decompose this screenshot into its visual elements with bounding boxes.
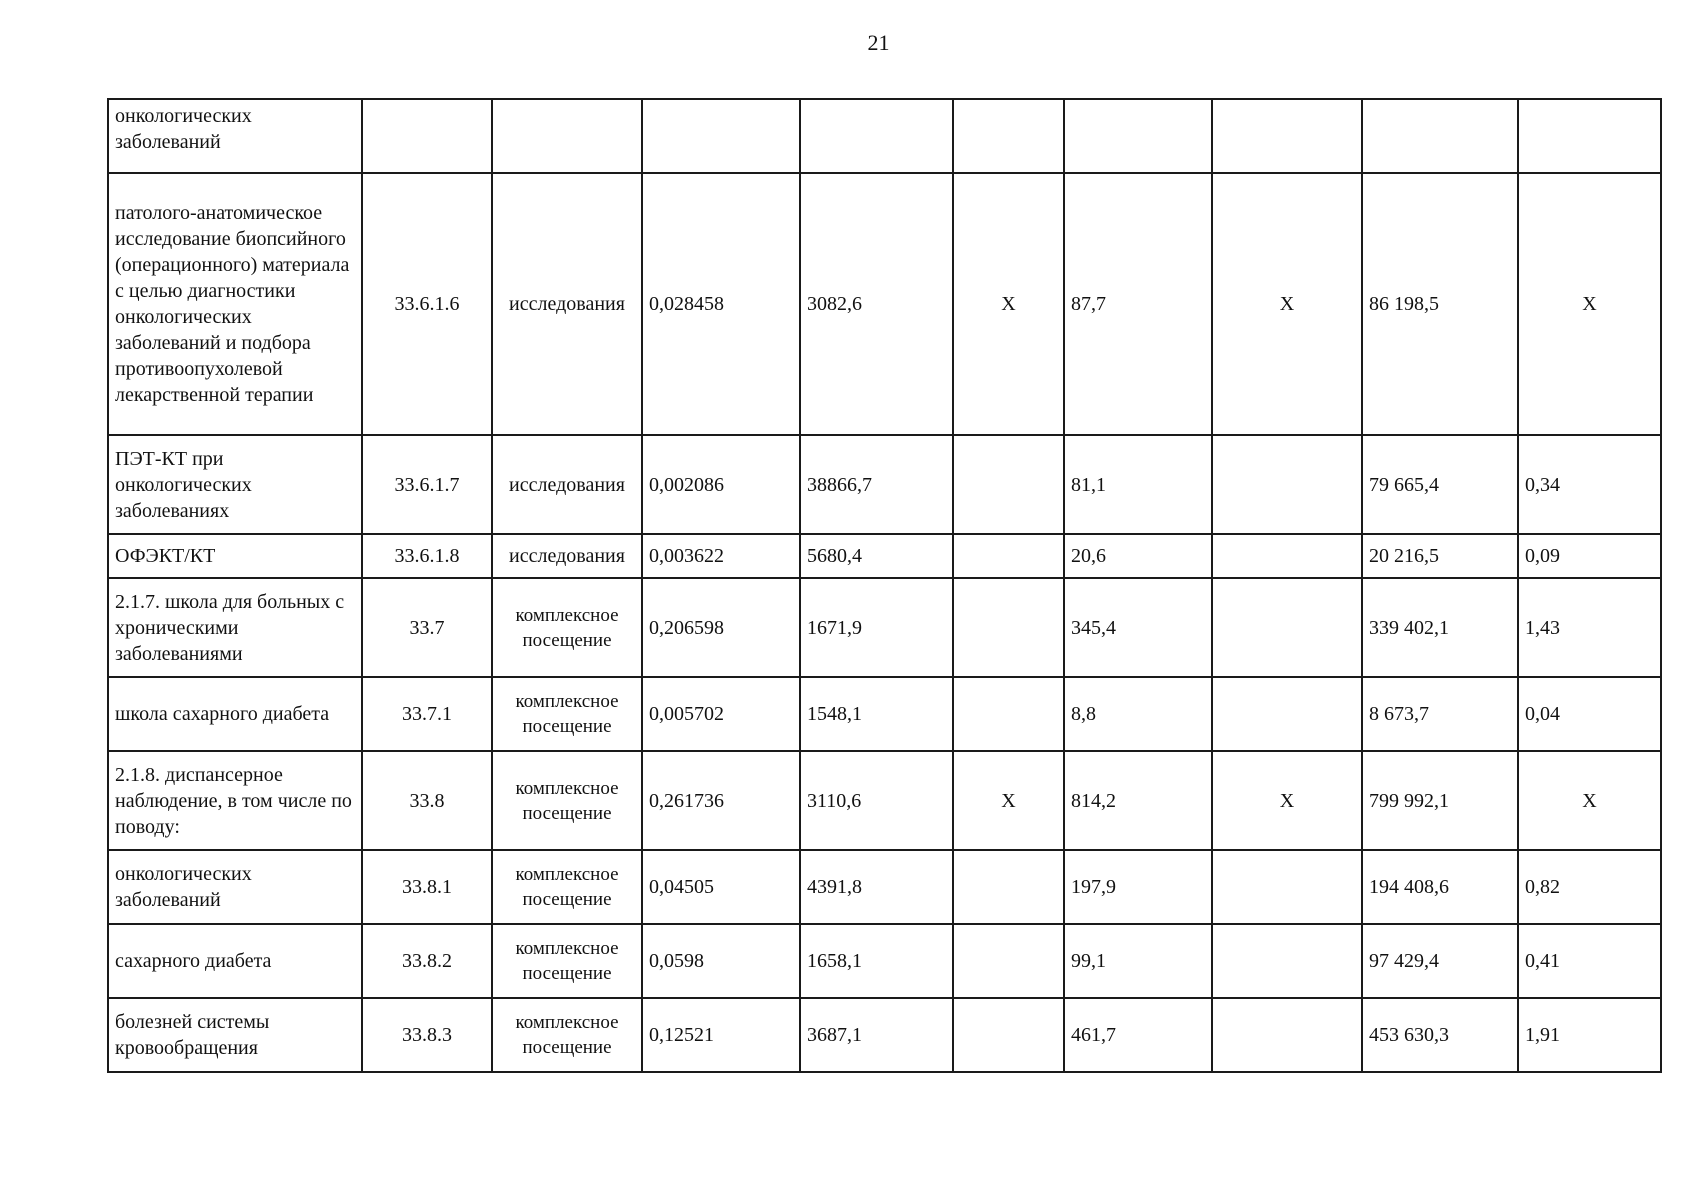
cell-c6: Х [953,173,1064,435]
cell-name: болезней системы кровообращения [108,998,362,1072]
cell-c7 [1064,99,1212,173]
cell-c5: 3110,6 [800,751,953,850]
cell-name: сахарного диабета [108,924,362,998]
table-row [108,850,1661,924]
cell-c4: 0,04505 [642,850,800,924]
cell-c4 [642,99,800,173]
cell-c4: 0,003622 [642,534,800,578]
cell-c10: Х [1518,173,1661,435]
table-row [108,173,1661,435]
cell-c8 [1212,924,1362,998]
cell-c5: 1658,1 [800,924,953,998]
cell-unit: комплексное посещение [492,677,642,751]
cell-code: 33.8.2 [362,924,492,998]
cell-c8 [1212,850,1362,924]
cell-code: 33.6.1.6 [362,173,492,435]
cell-c8 [1212,578,1362,677]
cell-code: 33.6.1.8 [362,534,492,578]
cell-c4: 0,206598 [642,578,800,677]
cell-c6 [953,850,1064,924]
cell-c7: 345,4 [1064,578,1212,677]
cell-unit [492,99,642,173]
cell-c8: Х [1212,751,1362,850]
cell-code: 33.8.1 [362,850,492,924]
table-row [108,998,1661,1072]
cell-c9: 453 630,3 [1362,998,1518,1072]
cell-name: онкологических заболеваний [108,850,362,924]
cell-code: 33.7 [362,578,492,677]
cell-c10: 0,04 [1518,677,1661,751]
cell-name: ПЭТ-КТ при онкологических заболеваниях [108,435,362,534]
cell-unit: исследования [492,534,642,578]
cell-c10: 0,09 [1518,534,1661,578]
cell-c4: 0,12521 [642,998,800,1072]
cell-c7: 814,2 [1064,751,1212,850]
cell-c10: Х [1518,751,1661,850]
table-row [108,435,1661,534]
cell-c7: 87,7 [1064,173,1212,435]
table-row [108,534,1661,578]
cell-c8 [1212,99,1362,173]
cell-name: 2.1.8. диспансерное наблюдение, в том числе по поводу: [108,751,362,850]
cell-c4: 0,0598 [642,924,800,998]
cell-c10: 0,41 [1518,924,1661,998]
cell-name: онкологических заболеваний [108,99,362,173]
cell-unit: комплексное посещение [492,924,642,998]
cell-c5 [800,99,953,173]
cell-c9: 339 402,1 [1362,578,1518,677]
cell-unit: комплексное посещение [492,578,642,677]
cell-c6 [953,924,1064,998]
data-table [107,98,1662,1073]
cell-c9: 97 429,4 [1362,924,1518,998]
cell-c9: 8 673,7 [1362,677,1518,751]
cell-name: патолого-анатомическое исследование биопсийного (операционного) материала с целью диагностики онкологических заболеваний и подбора противоопухолевой лекарственной терапии [108,173,362,435]
cell-c6 [953,677,1064,751]
cell-name: ОФЭКТ/КТ [108,534,362,578]
cell-c5: 1548,1 [800,677,953,751]
cell-c10 [1518,99,1661,173]
cell-c5: 5680,4 [800,534,953,578]
cell-c9: 86 198,5 [1362,173,1518,435]
cell-c4: 0,005702 [642,677,800,751]
cell-c6 [953,534,1064,578]
cell-code: 33.8 [362,751,492,850]
table-row [108,751,1661,850]
cell-unit: комплексное посещение [492,751,642,850]
cell-c9: 799 992,1 [1362,751,1518,850]
cell-c9: 194 408,6 [1362,850,1518,924]
table-row [108,924,1661,998]
cell-c8 [1212,677,1362,751]
cell-c10: 0,82 [1518,850,1661,924]
cell-c5: 3687,1 [800,998,953,1072]
table-row [108,578,1661,677]
cell-c6: Х [953,751,1064,850]
cell-c6 [953,998,1064,1072]
page-number: 21 [867,30,890,55]
cell-code [362,99,492,173]
cell-code: 33.7.1 [362,677,492,751]
cell-c5: 4391,8 [800,850,953,924]
cell-c7: 461,7 [1064,998,1212,1072]
cell-c6 [953,99,1064,173]
cell-name: 2.1.7. школа для больных с хроническими заболеваниями [108,578,362,677]
cell-unit: комплексное посещение [492,998,642,1072]
cell-c4: 0,002086 [642,435,800,534]
cell-name: школа сахарного диабета [108,677,362,751]
cell-unit: исследования [492,173,642,435]
cell-c7: 20,6 [1064,534,1212,578]
cell-c5: 38866,7 [800,435,953,534]
cell-c10: 0,34 [1518,435,1661,534]
cell-code: 33.6.1.7 [362,435,492,534]
cell-c9: 79 665,4 [1362,435,1518,534]
cell-c6 [953,578,1064,677]
cell-c9: 20 216,5 [1362,534,1518,578]
cell-c6 [953,435,1064,534]
cell-c10: 1,43 [1518,578,1661,677]
cell-c7: 99,1 [1064,924,1212,998]
cell-c8: Х [1212,173,1362,435]
cell-c4: 0,261736 [642,751,800,850]
cell-c8 [1212,435,1362,534]
cell-c7: 197,9 [1064,850,1212,924]
cell-c8 [1212,998,1362,1072]
cell-code: 33.8.3 [362,998,492,1072]
cell-c4: 0,028458 [642,173,800,435]
cell-c10: 1,91 [1518,998,1661,1072]
cell-c5: 3082,6 [800,173,953,435]
cell-c7: 81,1 [1064,435,1212,534]
cell-c7: 8,8 [1064,677,1212,751]
table-row [108,99,1661,173]
cell-c9 [1362,99,1518,173]
cell-unit: комплексное посещение [492,850,642,924]
cell-c8 [1212,534,1362,578]
cell-c5: 1671,9 [800,578,953,677]
table-row [108,677,1661,751]
cell-unit: исследования [492,435,642,534]
